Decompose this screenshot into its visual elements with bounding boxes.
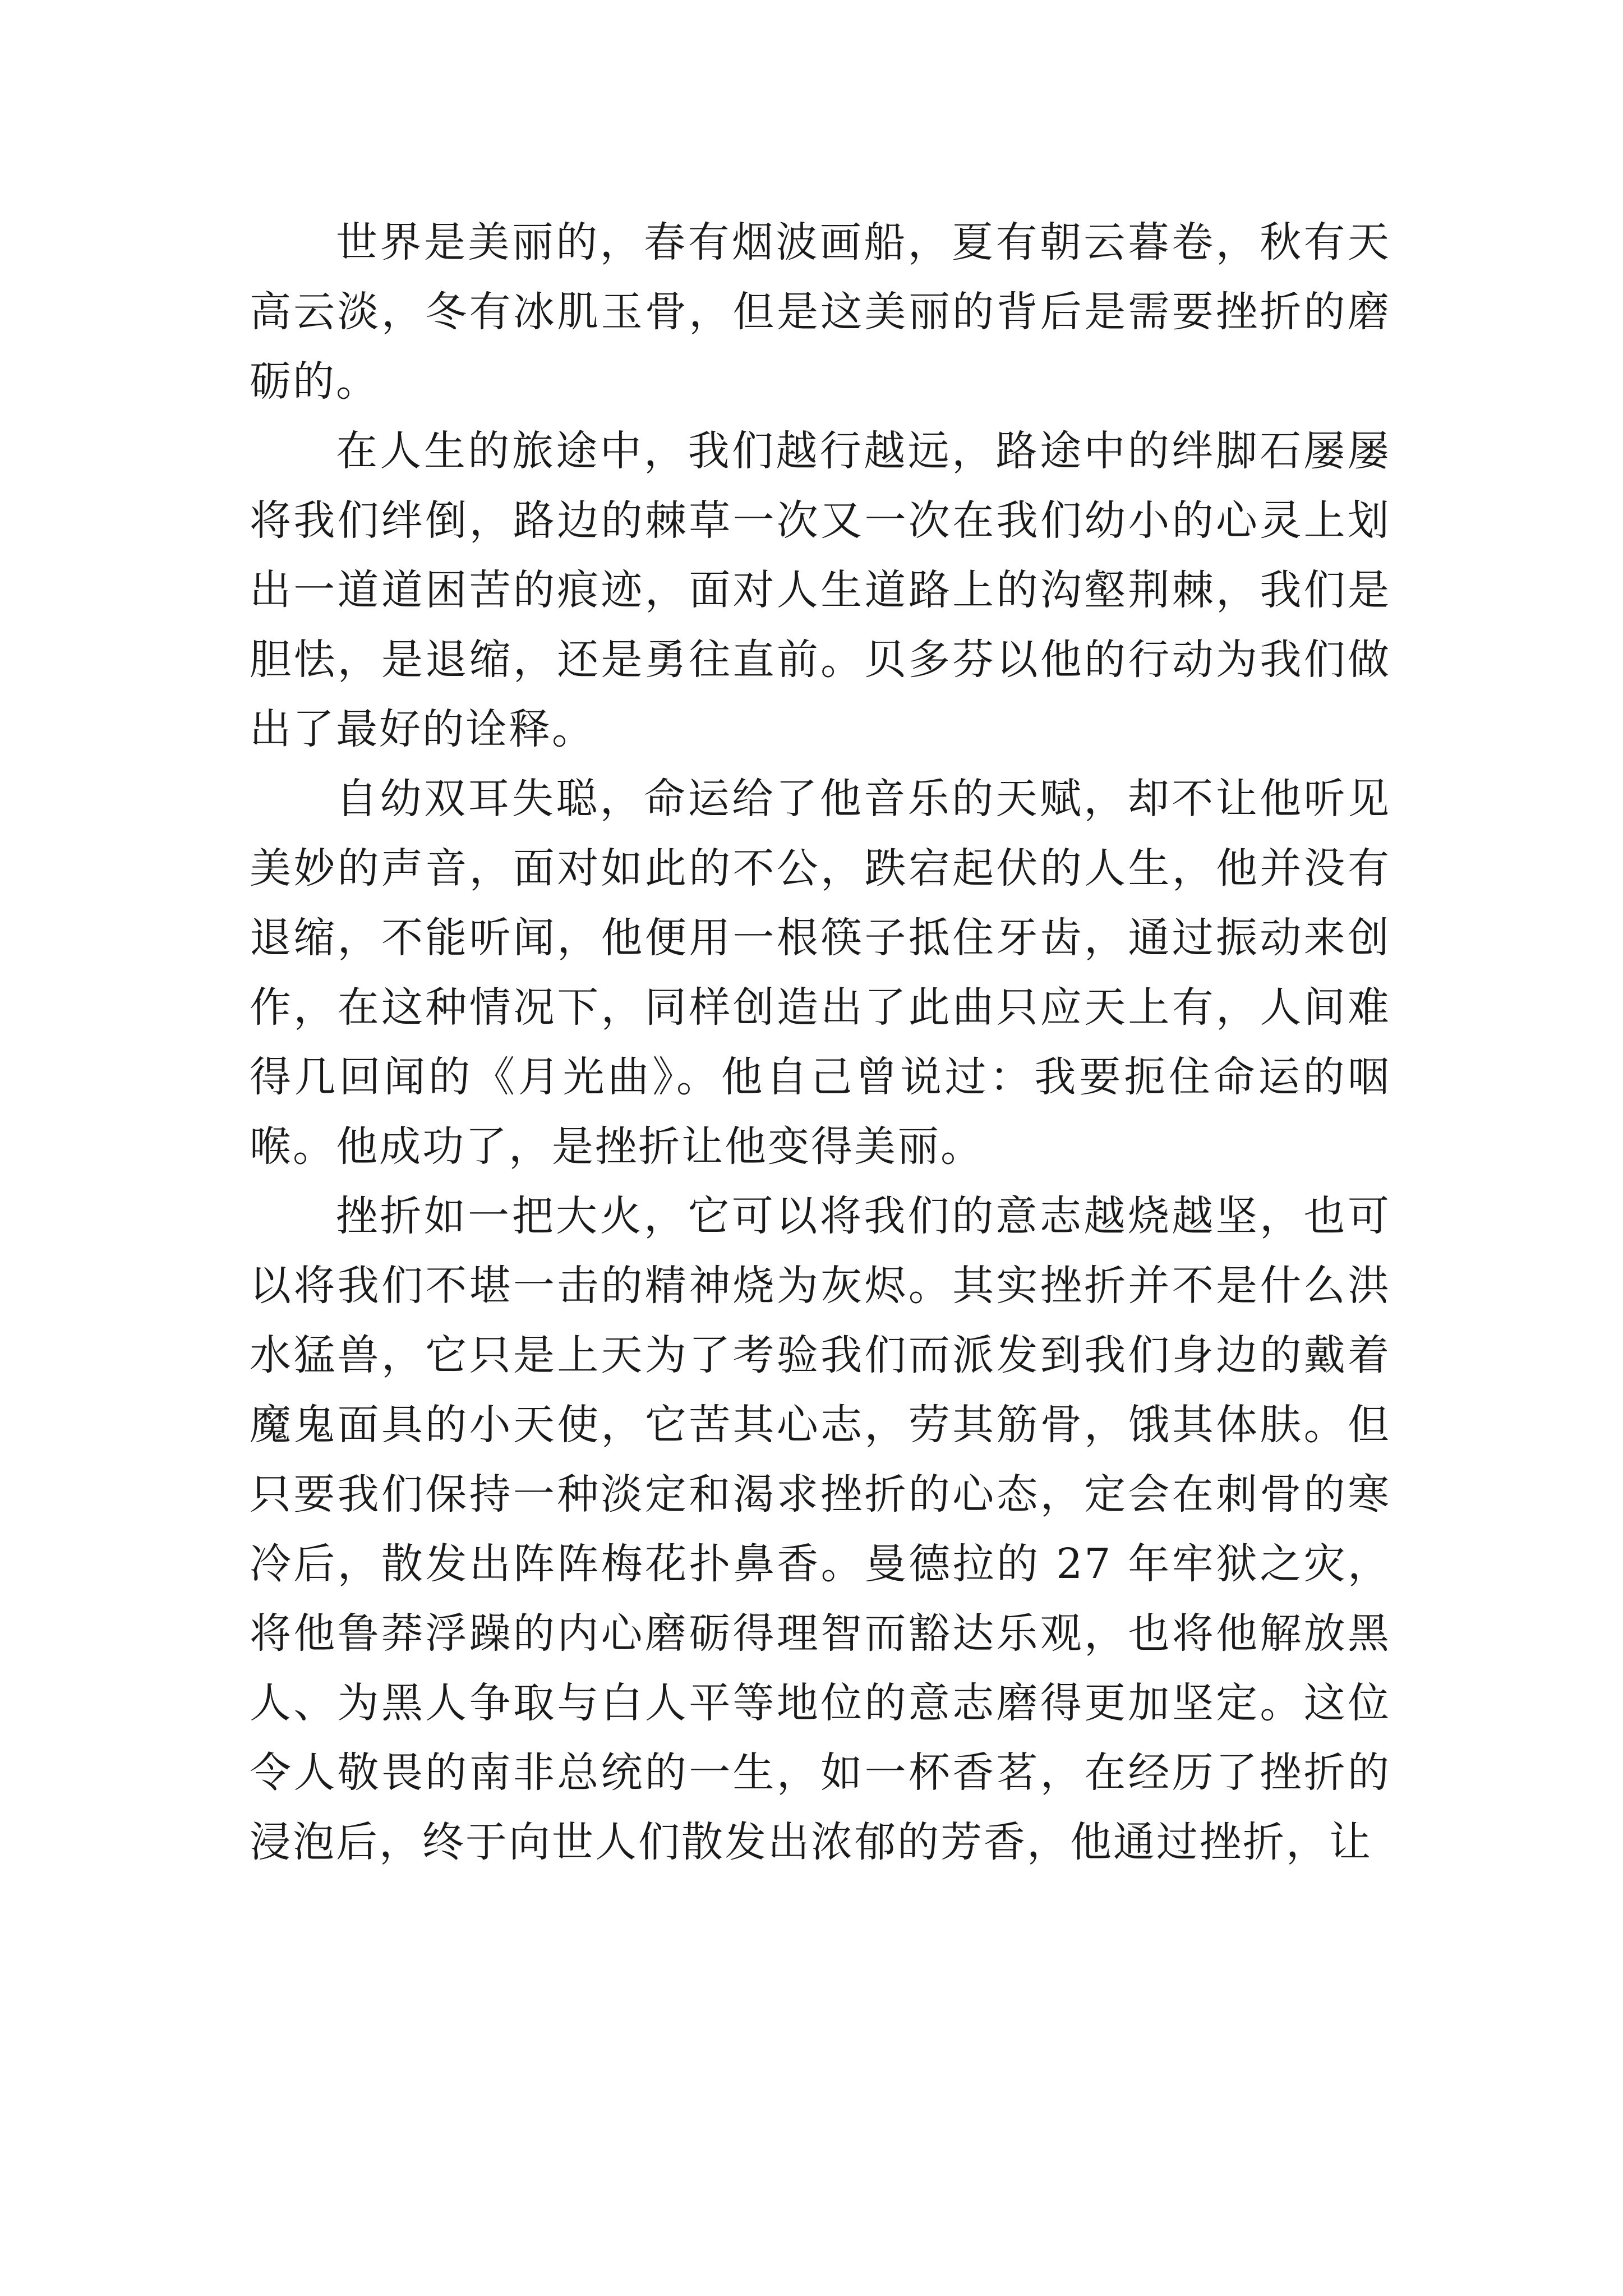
document-body: [250, 208, 1391, 1877]
paragraph-2: 在人生的旅途中，我们越行越远，路途中的绊脚石屡屡将我们绊倒，路边的棘草一次又一次在我们幼小的心灵上划出一道道困苦的痕迹，面对人生道路上的沟壑荆棘，我们是胆怯，是退缩，还是勇往直前。贝多芬以他的行动为我们做出了最好的诠释。: [250, 427, 1391, 753]
paragraph-3: 自幼双耳失聪，命运给了他音乐的天赋，却不让他听见美妙的声音，面对如此的不公，跌宕起伏的人生，他并没有退缩，不能听闻，他便用一根筷子抵住牙齿，通过振动来创作，在这种情况下，同样创造出了此曲只应天上有，人间难得几回闻的《月光曲》。他自己曾说过：我要扼住命运的咽喉。他成功了，是挫折让他变得美丽。: [250, 775, 1391, 1171]
paragraph-1: 世界是美丽的，春有烟波画船，夏有朝云暮卷，秋有天高云淡，冬有冰肌玉骨，但是这美丽的背后是需要挫折的磨砺的。: [250, 218, 1391, 406]
paragraph-4: 挫折如一把大火，它可以将我们的意志越烧越坚，也可以将我们不堪一击的精神烧为灰烬。其实挫折并不是什么洪水猛兽，它只是上天为了考验我们而派发到我们身边的戴着魔鬼面具的小天使，它苦其心志，劳其筋骨，饿其体肤。但只要我们保持一种淡定和渴求挫折的心态，定会在刺骨的寒冷后，散发出阵阵梅花扑鼻香。曼德拉的 27 年牢狱之灾，将他鲁莽浮躁的内心磨砺得理智而豁达乐观，也将他解放黑人、为黑人争取与白人平等地位的意志磨得更加坚定。这位令人敬畏的南非总统的一生，如一杯香茗，在经历了挫折的浸泡后，终于向世人们散发出浓郁的芳香，他通过挫折，让: [250, 1192, 1391, 1866]
